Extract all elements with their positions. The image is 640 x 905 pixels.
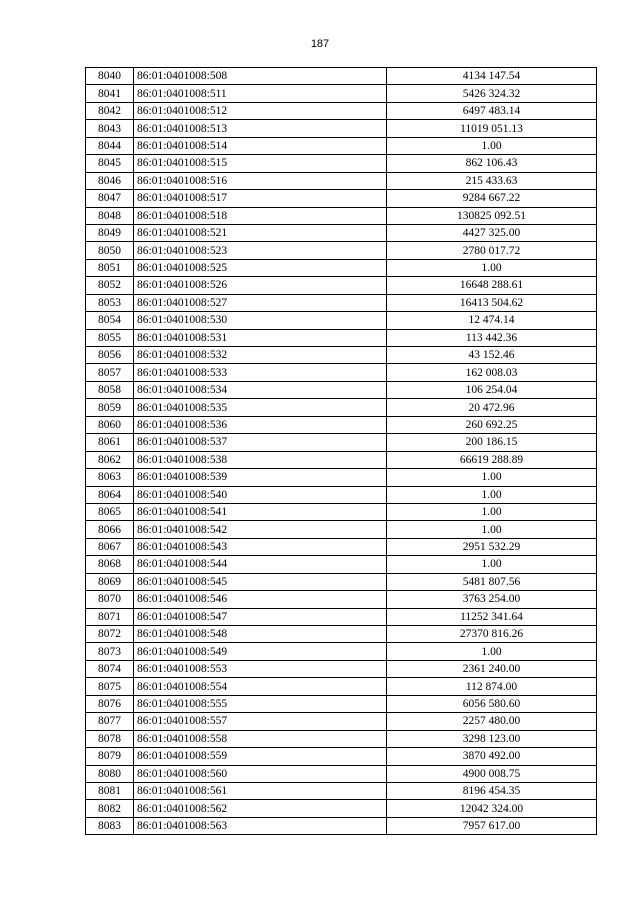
table-row [86, 224, 597, 241]
table-row [86, 364, 597, 381]
table-row [86, 626, 597, 643]
table-row [86, 800, 597, 817]
row-number: 8063 [86, 469, 134, 486]
table-row [86, 765, 597, 782]
row-number: 8070 [86, 591, 134, 608]
cadastral-number: 86:01:0401008:554 [134, 678, 387, 695]
table-row [86, 329, 597, 346]
cadastral-value: 27370 816.26 [387, 626, 597, 643]
row-number: 8043 [86, 120, 134, 137]
cadastral-value: 4427 325.00 [387, 224, 597, 241]
cadastral-number: 86:01:0401008:560 [134, 765, 387, 782]
row-number: 8041 [86, 85, 134, 102]
cadastral-value: 66619 288.89 [387, 451, 597, 468]
table-row [86, 347, 597, 364]
cadastral-number: 86:01:0401008:561 [134, 782, 387, 799]
row-number: 8050 [86, 242, 134, 259]
row-number: 8074 [86, 660, 134, 677]
row-number: 8081 [86, 782, 134, 799]
row-number: 8078 [86, 730, 134, 747]
cadastral-value: 43 152.46 [387, 347, 597, 364]
row-number: 8068 [86, 556, 134, 573]
table-row [86, 85, 597, 102]
cadastral-value: 2257 480.00 [387, 713, 597, 730]
table-row [86, 643, 597, 660]
cadastral-number: 86:01:0401008:562 [134, 800, 387, 817]
table-row [86, 503, 597, 520]
cadastral-value: 7957 617.00 [387, 817, 597, 834]
row-number: 8079 [86, 748, 134, 765]
table-row [86, 660, 597, 677]
cadastral-value: 1.00 [387, 556, 597, 573]
row-number: 8057 [86, 364, 134, 381]
table-row [86, 521, 597, 538]
cadastral-number: 86:01:0401008:530 [134, 312, 387, 329]
table-row [86, 469, 597, 486]
row-number: 8046 [86, 172, 134, 189]
cadastral-value: 3298 123.00 [387, 730, 597, 747]
row-number: 8044 [86, 137, 134, 154]
cadastral-value: 2951 532.29 [387, 538, 597, 555]
table-row [86, 678, 597, 695]
table-row [86, 556, 597, 573]
row-number: 8042 [86, 102, 134, 119]
cadastral-number: 86:01:0401008:512 [134, 102, 387, 119]
row-number: 8052 [86, 277, 134, 294]
cadastral-value: 5426 324.32 [387, 85, 597, 102]
row-number: 8058 [86, 381, 134, 398]
cadastral-value: 20 472.96 [387, 399, 597, 416]
row-number: 8082 [86, 800, 134, 817]
table-row [86, 172, 597, 189]
table-row [86, 730, 597, 747]
row-number: 8049 [86, 224, 134, 241]
table-row [86, 102, 597, 119]
table-row [86, 573, 597, 590]
row-number: 8067 [86, 538, 134, 555]
row-number: 8055 [86, 329, 134, 346]
cadastral-number: 86:01:0401008:535 [134, 399, 387, 416]
table-row [86, 137, 597, 154]
cadastral-value-table [85, 67, 597, 835]
table-row [86, 713, 597, 730]
table-body [86, 68, 597, 835]
cadastral-value: 2361 240.00 [387, 660, 597, 677]
table-row [86, 416, 597, 433]
cadastral-number: 86:01:0401008:540 [134, 486, 387, 503]
row-number: 8071 [86, 608, 134, 625]
table-row [86, 486, 597, 503]
table-row [86, 68, 597, 85]
row-number: 8065 [86, 503, 134, 520]
cadastral-number: 86:01:0401008:538 [134, 451, 387, 468]
row-number: 8040 [86, 68, 134, 85]
table-row [86, 207, 597, 224]
cadastral-number: 86:01:0401008:516 [134, 172, 387, 189]
cadastral-number: 86:01:0401008:541 [134, 503, 387, 520]
cadastral-number: 86:01:0401008:546 [134, 591, 387, 608]
cadastral-value: 112 874.00 [387, 678, 597, 695]
row-number: 8051 [86, 259, 134, 276]
cadastral-value: 12 474.14 [387, 312, 597, 329]
table-row [86, 451, 597, 468]
row-number: 8064 [86, 486, 134, 503]
row-number: 8047 [86, 190, 134, 207]
cadastral-value: 16648 288.61 [387, 277, 597, 294]
cadastral-number: 86:01:0401008:542 [134, 521, 387, 538]
cadastral-value: 3870 492.00 [387, 748, 597, 765]
cadastral-number: 86:01:0401008:539 [134, 469, 387, 486]
cadastral-value: 11019 051.13 [387, 120, 597, 137]
row-number: 8048 [86, 207, 134, 224]
row-number: 8061 [86, 434, 134, 451]
cadastral-value: 1.00 [387, 259, 597, 276]
cadastral-number: 86:01:0401008:518 [134, 207, 387, 224]
table-row [86, 748, 597, 765]
cadastral-number: 86:01:0401008:549 [134, 643, 387, 660]
cadastral-number: 86:01:0401008:513 [134, 120, 387, 137]
cadastral-number: 86:01:0401008:525 [134, 259, 387, 276]
cadastral-number: 86:01:0401008:508 [134, 68, 387, 85]
cadastral-value: 4134 147.54 [387, 68, 597, 85]
table-row [86, 259, 597, 276]
row-number: 8072 [86, 626, 134, 643]
table-row [86, 242, 597, 259]
table-row [86, 782, 597, 799]
cadastral-number: 86:01:0401008:544 [134, 556, 387, 573]
cadastral-number: 86:01:0401008:521 [134, 224, 387, 241]
cadastral-value: 1.00 [387, 469, 597, 486]
row-number: 8054 [86, 312, 134, 329]
row-number: 8069 [86, 573, 134, 590]
cadastral-number: 86:01:0401008:514 [134, 137, 387, 154]
cadastral-number: 86:01:0401008:558 [134, 730, 387, 747]
table-row [86, 294, 597, 311]
row-number: 8056 [86, 347, 134, 364]
cadastral-value: 862 106.43 [387, 155, 597, 172]
cadastral-value: 113 442.36 [387, 329, 597, 346]
cadastral-value: 130825 092.51 [387, 207, 597, 224]
row-number: 8060 [86, 416, 134, 433]
table-row [86, 381, 597, 398]
cadastral-number: 86:01:0401008:547 [134, 608, 387, 625]
cadastral-number: 86:01:0401008:526 [134, 277, 387, 294]
cadastral-number: 86:01:0401008:533 [134, 364, 387, 381]
row-number: 8080 [86, 765, 134, 782]
cadastral-value: 6056 580.60 [387, 695, 597, 712]
cadastral-number: 86:01:0401008:563 [134, 817, 387, 834]
row-number: 8045 [86, 155, 134, 172]
cadastral-value: 4900 008.75 [387, 765, 597, 782]
table-row [86, 434, 597, 451]
cadastral-number: 86:01:0401008:511 [134, 85, 387, 102]
row-number: 8075 [86, 678, 134, 695]
cadastral-number: 86:01:0401008:553 [134, 660, 387, 677]
cadastral-number: 86:01:0401008:532 [134, 347, 387, 364]
table-row [86, 399, 597, 416]
cadastral-value: 1.00 [387, 643, 597, 660]
cadastral-value: 106 254.04 [387, 381, 597, 398]
cadastral-value: 1.00 [387, 486, 597, 503]
cadastral-value: 2780 017.72 [387, 242, 597, 259]
cadastral-number: 86:01:0401008:536 [134, 416, 387, 433]
table-row [86, 277, 597, 294]
row-number: 8073 [86, 643, 134, 660]
cadastral-value: 6497 483.14 [387, 102, 597, 119]
table-row [86, 538, 597, 555]
table-row [86, 591, 597, 608]
row-number: 8062 [86, 451, 134, 468]
cadastral-number: 86:01:0401008:557 [134, 713, 387, 730]
cadastral-value: 12042 324.00 [387, 800, 597, 817]
cadastral-number: 86:01:0401008:537 [134, 434, 387, 451]
row-number: 8059 [86, 399, 134, 416]
cadastral-number: 86:01:0401008:517 [134, 190, 387, 207]
cadastral-value: 8196 454.35 [387, 782, 597, 799]
cadastral-number: 86:01:0401008:534 [134, 381, 387, 398]
cadastral-number: 86:01:0401008:545 [134, 573, 387, 590]
table-row [86, 312, 597, 329]
cadastral-number: 86:01:0401008:543 [134, 538, 387, 555]
cadastral-value: 1.00 [387, 137, 597, 154]
cadastral-number: 86:01:0401008:555 [134, 695, 387, 712]
cadastral-number: 86:01:0401008:523 [134, 242, 387, 259]
cadastral-value: 1.00 [387, 521, 597, 538]
cadastral-value: 16413 504.62 [387, 294, 597, 311]
cadastral-value: 11252 341.64 [387, 608, 597, 625]
table-row [86, 695, 597, 712]
cadastral-number: 86:01:0401008:559 [134, 748, 387, 765]
cadastral-number: 86:01:0401008:515 [134, 155, 387, 172]
cadastral-value: 200 186.15 [387, 434, 597, 451]
cadastral-value: 260 692.25 [387, 416, 597, 433]
cadastral-value: 3763 254.00 [387, 591, 597, 608]
cadastral-number: 86:01:0401008:531 [134, 329, 387, 346]
table-row [86, 608, 597, 625]
table-row [86, 120, 597, 137]
cadastral-value: 215 433.63 [387, 172, 597, 189]
page-number: 187 [310, 38, 330, 50]
cadastral-number: 86:01:0401008:527 [134, 294, 387, 311]
row-number: 8066 [86, 521, 134, 538]
row-number: 8076 [86, 695, 134, 712]
row-number: 8053 [86, 294, 134, 311]
row-number: 8083 [86, 817, 134, 834]
cadastral-value: 5481 807.56 [387, 573, 597, 590]
cadastral-value: 162 008.03 [387, 364, 597, 381]
table-row [86, 817, 597, 834]
cadastral-value: 1.00 [387, 503, 597, 520]
row-number: 8077 [86, 713, 134, 730]
cadastral-number: 86:01:0401008:548 [134, 626, 387, 643]
table-row [86, 155, 597, 172]
table-row [86, 190, 597, 207]
cadastral-value: 9284 667.22 [387, 190, 597, 207]
